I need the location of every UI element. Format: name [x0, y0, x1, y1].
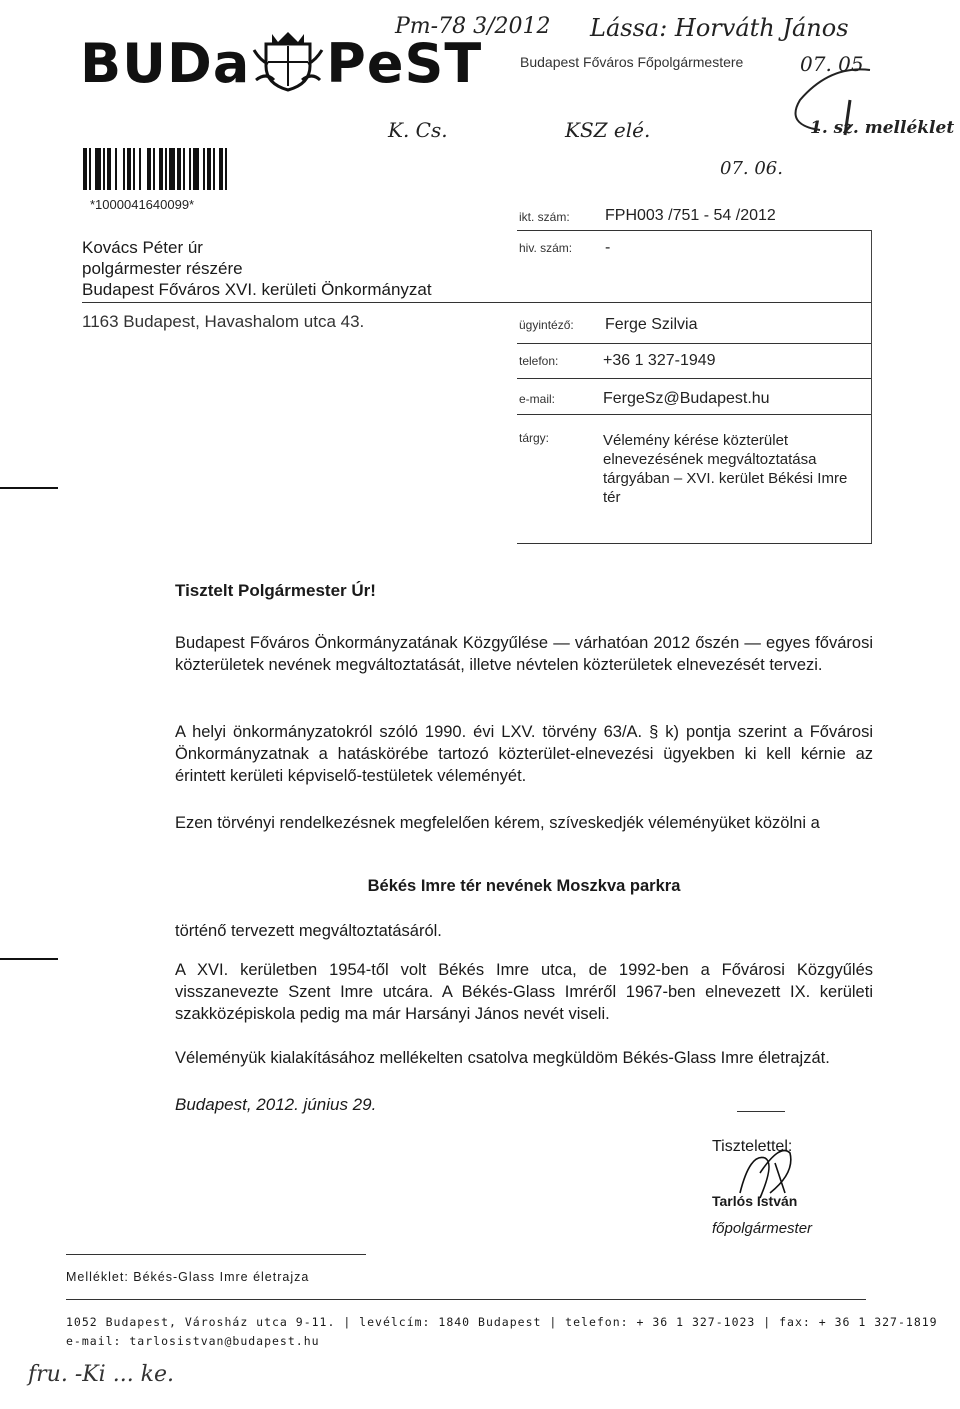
- recipient-name: Kovács Péter úr: [82, 238, 203, 257]
- signature-greeting: Tisztelettel:: [712, 1138, 793, 1155]
- meta-border: [871, 230, 872, 543]
- meta-divider: [517, 414, 872, 415]
- logo-text-right: PeST: [326, 32, 483, 96]
- fold-mark: [0, 958, 58, 960]
- handwritten-attachment-note: 1. sz. melléklet: [810, 118, 955, 138]
- recipient-divider: [82, 302, 872, 303]
- barcode-number: *1000041640099*: [90, 197, 195, 212]
- handwritten-scribble-icon: [700, 60, 880, 140]
- paragraph-5: A XVI. kerületben 1954-től volt Békés Imre utca, de 1992-ben a Fővárosi Közgyűlés visszanevezte Szent Imre utcára. A Békés-Glass Imréről 1967-ben elnevezett IX. kerületi szakközépiskola pedig ma már Harsányi János nevét viseli.: [175, 961, 873, 1023]
- barcode-icon: [83, 148, 293, 190]
- logo-text-left: BUDa: [80, 32, 251, 96]
- meta-divider: [517, 543, 872, 544]
- handwritten-initials: K. Cs.: [388, 118, 448, 142]
- footer-attachment: Melléklet: Békés-Glass Imre életrajza: [66, 1270, 310, 1284]
- paragraph-1: Budapest Főváros Önkormányzatának Közgyűlése — várhatóan 2012 őszén — egyes fővárosi közterületek nevének megváltoztatását, illetve névtelen közterületek elnevezését tervezi.: [175, 634, 873, 674]
- proposed-name: Békés Imre tér nevének Moszkva parkra: [367, 877, 681, 895]
- paragraph-2: A helyi önkormányzatokról szóló 1990. évi LXV. törvény 63/A. § k) pontja szerint a Fővárosi Önkormányzatnak a hatáskörébe tartozó közterület-elnevezési ügyekben ki kell kérnie az érintett kerületi képviselő-testületek véleményét.: [175, 723, 873, 785]
- ugyintezo-label: ügyintéző:: [519, 318, 574, 332]
- telefon-value: +36 1 327-1949: [603, 352, 716, 369]
- footer-email: e-mail: tarlosistvan@budapest.hu: [66, 1334, 320, 1348]
- footer-contact: 1052 Budapest, Városház utca 9-11. | levélcím: 1840 Budapest | telefon: + 36 1 327-1023 | fax: + 36 1 327-1819: [66, 1315, 938, 1329]
- paragraph-3: Ezen törvényi rendelkezésnek megfelelően kérem, szíveskedjék véleményüket közölni a: [175, 814, 820, 832]
- handwritten-date: 07. 05: [800, 52, 864, 76]
- handwritten-note: Lássa: Horváth János: [590, 14, 849, 42]
- meta-divider: [517, 343, 872, 344]
- hiv-label: hiv. szám:: [519, 241, 573, 255]
- ugyintezo-value: Ferge Szilvia: [605, 316, 698, 333]
- recipient-address: 1163 Budapest, Havashalom utca 43.: [82, 312, 365, 331]
- handwritten-reference: Pm-78 3/2012: [395, 14, 551, 39]
- footer-rule: [66, 1299, 866, 1300]
- signature-dash: [737, 1111, 785, 1112]
- handwritten-date-2: 07. 06.: [720, 158, 783, 179]
- footer-short-rule: [66, 1254, 366, 1255]
- dateline: Budapest, 2012. június 29.: [175, 1095, 377, 1114]
- telefon-label: telefon:: [519, 354, 559, 368]
- handwritten-footer: fru. -Ki ... ke.: [28, 1362, 175, 1387]
- ikt-label: ikt. szám:: [519, 210, 570, 224]
- salutation: Tisztelt Polgármester Úr!: [175, 581, 376, 600]
- fold-mark: [0, 487, 58, 489]
- paragraph-6: Véleményük kialakításához mellékelten csatolva megküldöm Békés-Glass Imre életrajzát.: [175, 1049, 830, 1067]
- email-label: e-mail:: [519, 392, 556, 406]
- paragraph-4: történő tervezett megváltoztatásáról.: [175, 922, 442, 940]
- handwritten-ksz: KSZ elé.: [565, 118, 651, 142]
- ikt-value: FPH003 /751 - 54 /2012: [605, 207, 776, 224]
- budapest-logo: [80, 30, 482, 105]
- signature-title: főpolgármester: [712, 1220, 813, 1237]
- recipient-role: polgármester részére: [82, 259, 243, 278]
- email-value: FergeSz@Budapest.hu: [603, 390, 770, 407]
- targy-label: tárgy:: [519, 431, 550, 445]
- signature-name: Tarlós István: [712, 1193, 798, 1209]
- coat-of-arms-icon: [252, 30, 324, 105]
- meta-divider: [517, 230, 872, 231]
- subject-value: Vélemény kérése közterület elnevezésének megváltoztatása tárgyában – XVI. kerület Békési Imre tér: [603, 432, 848, 506]
- hiv-value: -: [605, 239, 611, 256]
- recipient-office: Budapest Főváros XVI. kerületi Önkormányzat: [82, 280, 432, 299]
- meta-divider: [517, 378, 872, 379]
- sender-name: Budapest Főváros Főpolgármestere: [520, 54, 744, 70]
